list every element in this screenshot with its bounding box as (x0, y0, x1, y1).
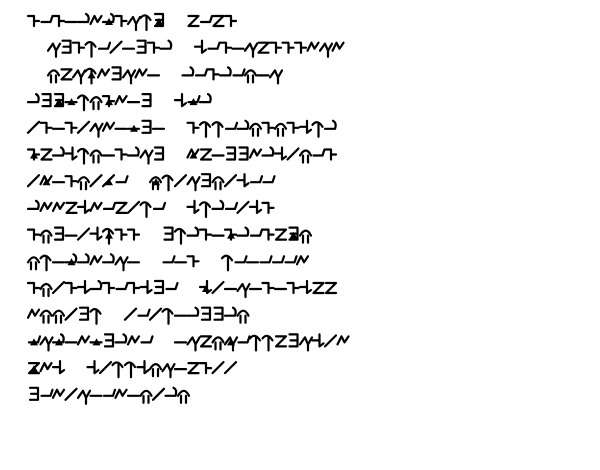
script-glyph (128, 148, 139, 156)
script-glyph (213, 282, 224, 293)
script-glyph (66, 389, 77, 400)
script-glyph (245, 70, 256, 82)
script-line (28, 228, 311, 244)
script-glyph (66, 98, 77, 105)
script-glyph (116, 257, 128, 270)
script-glyph (201, 16, 212, 22)
script-glyph (200, 122, 210, 137)
script-glyph (91, 151, 102, 163)
script-glyph (78, 229, 89, 240)
script-glyph (213, 337, 224, 349)
script-glyph (55, 94, 63, 106)
script-glyph (300, 281, 311, 293)
script-glyph (28, 175, 39, 186)
script-glyph (313, 122, 323, 137)
script-glyph (188, 123, 199, 133)
script-glyph (163, 176, 173, 191)
script-word (48, 41, 171, 57)
script-glyph (141, 151, 153, 164)
script-word (28, 14, 163, 30)
script-glyph (263, 283, 274, 293)
script-glyph (300, 231, 311, 243)
script-word (188, 201, 274, 217)
script-glyph (300, 121, 311, 133)
script-line (28, 14, 236, 30)
script-glyph (201, 336, 211, 346)
script-glyph (276, 230, 286, 240)
script-glyph (234, 69, 245, 75)
script-glyph (155, 14, 163, 26)
script-word (200, 281, 336, 297)
script-glyph (155, 148, 163, 160)
script-glyph (41, 231, 52, 243)
script-glyph (143, 121, 151, 133)
script-word (28, 281, 178, 296)
script-word (195, 41, 344, 57)
script-glyph (333, 43, 344, 51)
script-glyph (41, 363, 52, 371)
script-glyph (128, 230, 139, 240)
script-glyph (30, 388, 38, 400)
script-glyph (263, 230, 274, 240)
script-glyph (225, 308, 236, 316)
script-glyph (325, 335, 336, 346)
script-glyph (183, 67, 194, 75)
script-glyph (42, 390, 53, 396)
script-glyph (188, 201, 199, 213)
script-glyph (91, 256, 102, 264)
script-glyph (111, 42, 122, 53)
script-glyph (220, 67, 231, 75)
script-glyph (250, 336, 260, 351)
script-glyph (43, 94, 51, 106)
script-glyph (80, 308, 88, 320)
script-word (29, 361, 64, 373)
script-word (175, 94, 211, 106)
script-word (28, 254, 139, 270)
script-glyph (28, 122, 39, 133)
script-glyph (53, 16, 64, 26)
script-glyph (261, 256, 272, 262)
script-glyph (200, 363, 211, 373)
script-glyph (103, 175, 114, 186)
script-glyph (202, 174, 210, 186)
script-glyph (78, 391, 90, 404)
script-line (28, 121, 336, 137)
script-glyph (215, 308, 223, 320)
script-glyph (225, 230, 236, 240)
script-glyph (86, 69, 96, 84)
script-glyph (270, 70, 282, 83)
script-glyph (188, 228, 199, 236)
script-word (28, 148, 163, 164)
script-line (29, 361, 236, 377)
script-glyph (225, 175, 236, 186)
script-glyph (141, 391, 152, 403)
script-glyph (325, 150, 336, 160)
script-glyph (91, 281, 102, 289)
script-glyph (288, 149, 299, 160)
script-glyph (98, 69, 109, 77)
script-glyph (163, 364, 175, 377)
script-glyph (41, 284, 52, 296)
script-glyph (189, 363, 199, 373)
script-glyph (167, 283, 178, 289)
script-glyph (188, 177, 200, 190)
script-glyph (88, 361, 99, 373)
script-glyph (103, 123, 114, 131)
script-glyph (28, 201, 39, 209)
script-glyph (263, 336, 273, 351)
script-glyph (161, 41, 172, 49)
script-glyph (326, 283, 336, 293)
script-glyph (142, 336, 153, 342)
script-glyph (62, 69, 72, 79)
script-glyph (116, 390, 127, 398)
script-glyph (259, 43, 269, 53)
script-glyph (63, 41, 71, 53)
script-glyph (143, 94, 151, 106)
script-word (30, 388, 189, 404)
script-glyph (202, 308, 210, 320)
script-glyph (67, 203, 77, 213)
script-glyph (313, 334, 324, 346)
script-glyph (66, 176, 77, 186)
script-glyph (308, 43, 319, 51)
script-glyph (166, 388, 177, 396)
script-glyph (188, 337, 200, 350)
script-word (175, 334, 349, 350)
script-glyph (41, 203, 52, 211)
script-glyph (196, 69, 207, 75)
script-glyph (91, 175, 102, 186)
script-glyph (238, 284, 250, 297)
script-glyph (78, 177, 89, 189)
script-glyph (225, 362, 236, 373)
script-line (48, 67, 282, 83)
script-glyph (91, 203, 102, 211)
script-glyph (53, 148, 64, 156)
script-glyph (28, 150, 39, 160)
script-glyph (263, 123, 274, 133)
script-glyph (29, 336, 40, 345)
script-line (28, 281, 336, 297)
script-glyph (116, 230, 127, 240)
script-glyph (220, 43, 231, 53)
script-word (28, 121, 164, 137)
script-line (30, 388, 189, 404)
script-glyph (240, 148, 248, 160)
script-glyph (150, 309, 161, 320)
script-glyph (188, 256, 199, 266)
script-glyph (125, 309, 136, 320)
script-glyph (125, 363, 135, 378)
script-glyph (150, 177, 161, 189)
script-word (150, 174, 275, 190)
script-glyph (53, 390, 64, 398)
script-glyph (275, 124, 286, 136)
script-glyph (251, 230, 262, 236)
script-glyph (213, 122, 223, 137)
script-word (188, 148, 337, 163)
script-word (183, 67, 283, 83)
script-glyph (29, 363, 39, 373)
script-word (222, 256, 308, 271)
script-glyph (195, 41, 206, 53)
script-glyph (295, 43, 306, 53)
script-glyph (188, 308, 199, 316)
script-glyph (276, 336, 286, 346)
script-word (88, 361, 237, 377)
script-glyph (245, 44, 257, 57)
script-glyph (225, 16, 236, 26)
script-line (28, 148, 336, 164)
script-glyph (66, 123, 77, 133)
script-line (28, 174, 275, 190)
script-glyph (128, 17, 140, 30)
script-glyph (53, 311, 64, 323)
script-glyph (128, 125, 139, 132)
script-glyph (325, 121, 336, 129)
script-glyph (139, 310, 150, 316)
script-glyph (41, 337, 53, 350)
script-glyph (117, 176, 128, 182)
script-glyph (225, 337, 237, 350)
script-word (164, 256, 199, 266)
script-glyph (53, 361, 64, 373)
script-glyph (91, 338, 102, 345)
script-word (165, 228, 312, 244)
script-glyph (222, 256, 232, 271)
script-glyph (73, 43, 84, 53)
script-glyph (200, 281, 211, 293)
script-glyph (128, 336, 139, 344)
script-glyph (213, 201, 224, 209)
script-glyph (116, 150, 127, 160)
script-glyph (73, 70, 85, 83)
script-glyph (103, 254, 114, 262)
script-glyph (66, 309, 77, 320)
script-glyph (238, 121, 249, 129)
script-glyph (175, 229, 185, 244)
script-glyph (201, 150, 211, 160)
script-glyph (103, 96, 114, 106)
script-word (28, 201, 165, 217)
script-glyph (275, 148, 286, 160)
script-glyph (28, 283, 39, 293)
script-glyph (116, 96, 127, 104)
script-glyph (150, 364, 161, 376)
script-glyph (250, 124, 261, 136)
script-glyph (66, 283, 77, 293)
script-word (28, 228, 139, 244)
script-glyph (104, 390, 115, 396)
script-line (28, 201, 274, 217)
script-glyph (227, 148, 235, 160)
script-glyph (200, 94, 211, 102)
script-word (28, 308, 101, 324)
script-glyph (288, 283, 299, 293)
script-glyph (42, 150, 52, 160)
script-glyph (270, 43, 281, 53)
script-glyph (55, 228, 63, 240)
script-glyph (165, 228, 173, 240)
script-glyph (250, 150, 261, 158)
script-glyph (236, 256, 247, 262)
script-glyph (320, 44, 332, 57)
script-glyph (91, 309, 101, 324)
script-glyph (153, 389, 164, 400)
script-line (28, 254, 308, 270)
script-word (29, 334, 153, 350)
script-line (29, 334, 349, 350)
script-glyph (251, 176, 262, 182)
script-glyph (314, 150, 325, 156)
script-word (189, 16, 237, 26)
script-glyph (78, 14, 89, 22)
script-glyph (238, 311, 249, 323)
script-glyph (250, 201, 261, 213)
script-glyph (41, 123, 52, 133)
script-glyph (41, 256, 51, 271)
script-line (48, 41, 344, 57)
script-word (28, 94, 151, 110)
script-glyph (209, 43, 220, 49)
script-glyph (41, 176, 52, 185)
script-glyph (123, 70, 135, 83)
script-glyph (66, 254, 77, 265)
script-glyph (103, 229, 113, 244)
script-glyph (138, 361, 149, 373)
script-glyph (141, 15, 151, 30)
script-glyph (264, 176, 275, 182)
script-glyph (116, 16, 127, 26)
script-line (28, 308, 249, 324)
script-glyph (286, 256, 297, 262)
script-glyph (263, 148, 274, 156)
script-glyph (164, 256, 175, 262)
script-glyph (213, 177, 224, 189)
script-glyph (78, 201, 89, 213)
script-glyph (226, 123, 237, 129)
script-glyph (189, 16, 199, 26)
script-word (125, 308, 249, 324)
script-glyph (141, 281, 152, 293)
script-glyph (28, 94, 39, 102)
script-glyph (154, 203, 165, 209)
script-glyph (28, 230, 39, 240)
script-glyph (136, 69, 147, 77)
script-glyph (104, 203, 115, 209)
script-glyph (103, 283, 114, 293)
script-glyph (116, 334, 127, 342)
script-glyph (128, 283, 139, 293)
script-word (28, 175, 128, 189)
script-glyph (41, 311, 52, 323)
script-glyph (314, 283, 324, 293)
script-glyph (53, 282, 64, 293)
script-glyph (28, 16, 39, 26)
script-glyph (138, 41, 146, 53)
script-glyph (53, 334, 64, 345)
script-glyph (297, 256, 308, 264)
script-glyph (113, 67, 121, 79)
script-glyph (208, 69, 219, 79)
script-glyph (48, 70, 59, 82)
script-glyph (200, 230, 211, 240)
script-glyph (213, 362, 224, 373)
script-word (188, 121, 336, 137)
script-glyph (148, 43, 159, 53)
script-glyph (78, 96, 88, 111)
script-glyph (300, 337, 312, 350)
script-glyph (128, 202, 139, 213)
script-glyph (188, 150, 199, 159)
script-glyph (100, 362, 111, 373)
script-glyph (288, 123, 299, 133)
script-glyph (103, 14, 114, 25)
script-glyph (263, 203, 274, 213)
script-glyph (78, 336, 89, 344)
script-glyph (113, 363, 123, 378)
script-glyph (238, 202, 249, 213)
script-glyph (78, 149, 88, 164)
script-glyph (117, 283, 128, 289)
script-glyph (78, 254, 89, 262)
script-glyph (290, 228, 298, 240)
script-glyph (48, 44, 60, 57)
script-glyph (91, 228, 102, 240)
script-glyph (238, 174, 249, 186)
script-glyph (66, 148, 77, 160)
script-glyph (155, 281, 163, 293)
script-glyph (214, 16, 224, 26)
script-glyph (175, 94, 186, 106)
script-glyph (78, 122, 89, 133)
script-glyph (91, 124, 103, 137)
script-glyph (91, 16, 102, 24)
script-glyph (117, 203, 127, 213)
script-glyph (42, 16, 53, 22)
script-line (28, 94, 211, 110)
script-glyph (226, 203, 237, 209)
script-glyph (86, 42, 96, 57)
script-glyph (189, 96, 200, 105)
script-glyph (91, 97, 102, 109)
script-glyph (175, 175, 186, 186)
script-glyph (28, 257, 39, 269)
script-glyph (141, 202, 151, 217)
script-glyph (273, 256, 284, 262)
script-glyph (105, 334, 113, 346)
script-glyph (178, 391, 189, 403)
script-glyph (200, 202, 210, 217)
script-glyph (53, 203, 64, 211)
script-glyph (28, 310, 39, 318)
script-glyph (163, 309, 173, 324)
script-glyph (239, 336, 250, 342)
script-glyph (300, 151, 311, 163)
script-glyph (78, 281, 89, 293)
script-glyph (99, 43, 110, 49)
script-glyph (283, 43, 294, 53)
script-glyph (338, 336, 349, 344)
script-word (48, 67, 159, 83)
script-glyph (238, 228, 249, 236)
script-glyph (290, 334, 298, 346)
